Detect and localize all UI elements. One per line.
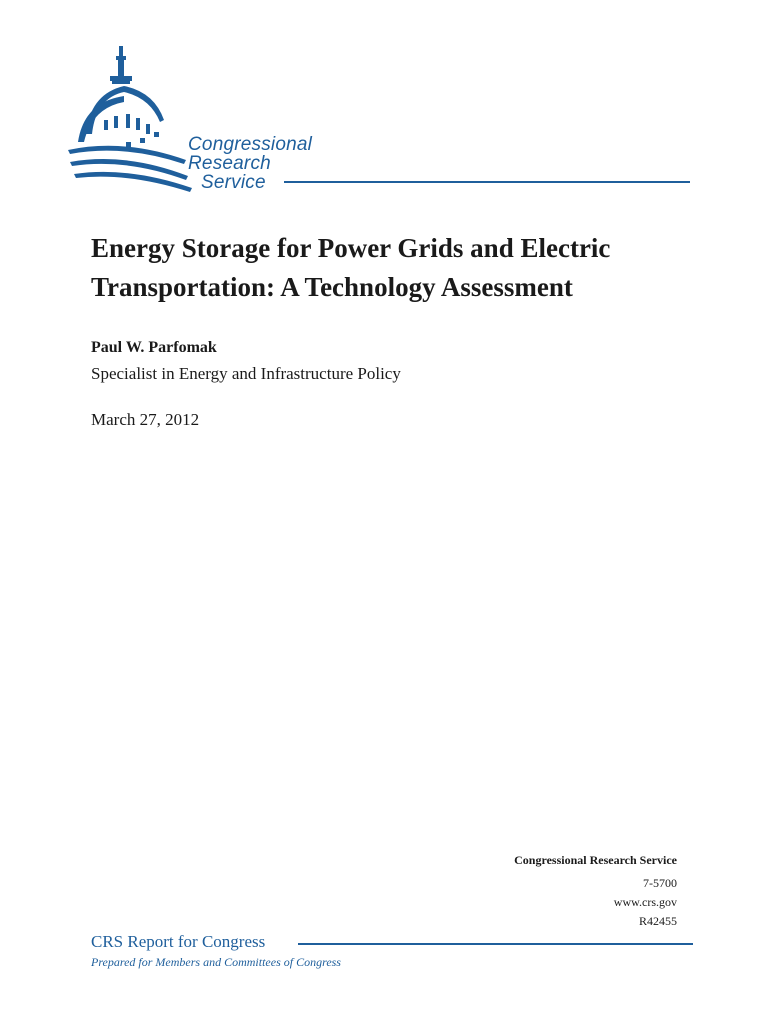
crs-logo <box>64 42 364 192</box>
crs-phone: 7-5700 <box>643 876 677 890</box>
crs-org-name: Congressional Research Service <box>514 853 677 867</box>
author-role: Specialist in Energy and Infrastructure Policy <box>91 364 401 383</box>
crs-website: www.crs.gov <box>613 895 677 909</box>
report-title: Energy Storage for Power Grids and Electric Transportation: A Technology Assessment <box>91 233 611 302</box>
crs-info-block <box>514 851 677 931</box>
footer-subtitle: Prepared for Members and Committees of Congress <box>91 955 341 969</box>
report-number: R42455 <box>638 914 677 928</box>
header-divider <box>284 181 690 183</box>
report-date: March 27, 2012 <box>91 410 200 429</box>
footer-divider <box>298 943 693 945</box>
footer-title: CRS Report for Congress <box>91 932 266 951</box>
author-name: Paul W. Parfomak <box>91 339 217 356</box>
logo-wordmark <box>182 135 312 192</box>
logo-line-1: Congressional <box>188 134 313 155</box>
logo-line-2: Research <box>188 153 271 174</box>
logo-line-3: Service <box>201 172 266 193</box>
